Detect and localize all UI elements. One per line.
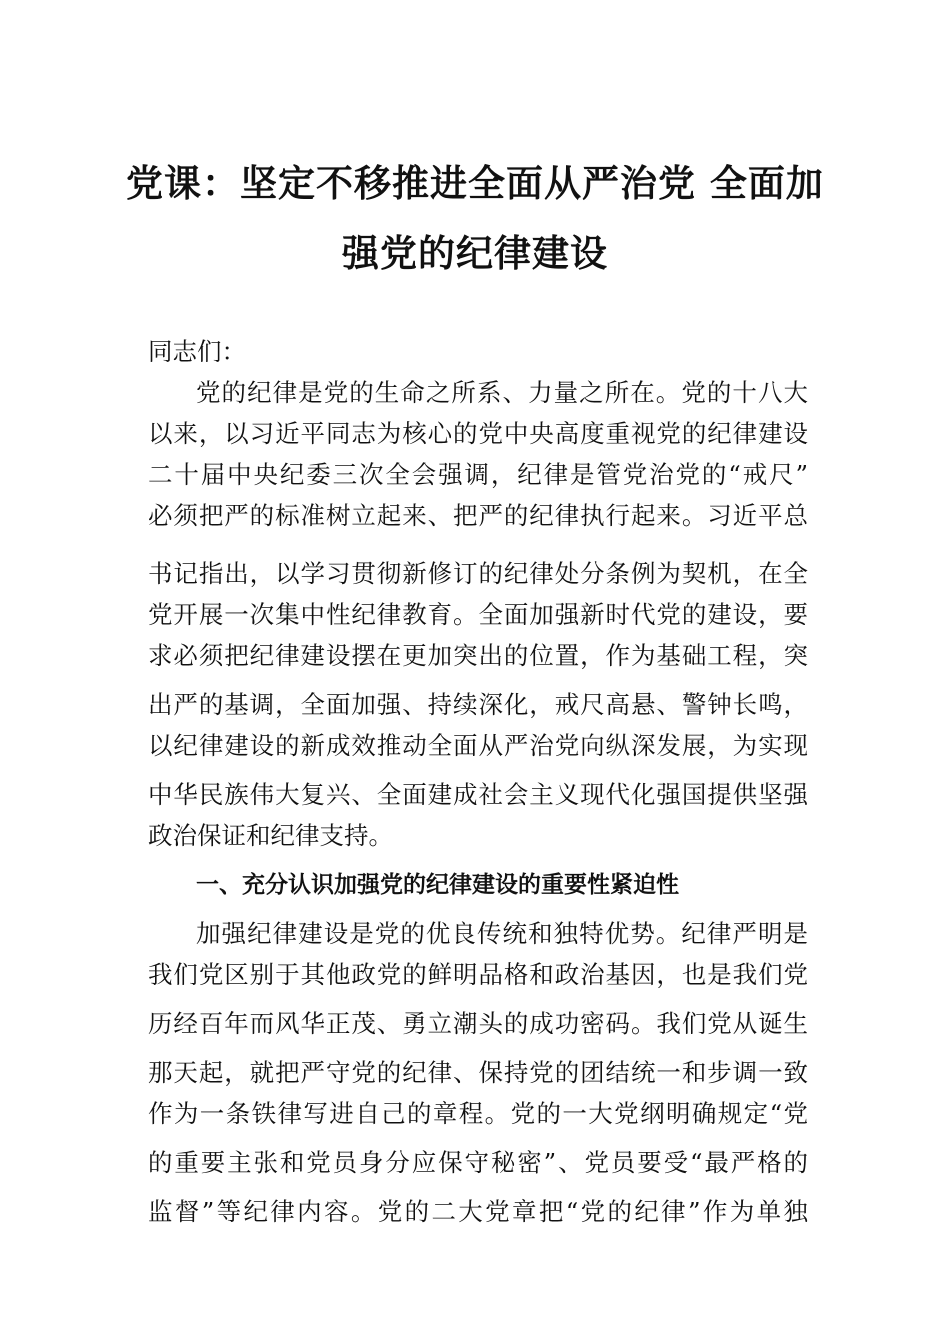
- paragraph-1-line: 党的纪律是党的生命之所系、力量之所在。党的十八大: [196, 378, 808, 407]
- paragraph-2-line: 加强纪律建设是党的优良传统和独特优势。纪律严明是: [196, 919, 808, 948]
- paragraph-2-line: 的重要主张和党员身分应保守秘密”、党员要受“最严格的: [148, 1148, 808, 1177]
- document-title-line-1: 党课：坚定不移推进全面从严治党 全面加: [126, 161, 824, 205]
- document-title-line-2: 强党的纪律建设: [342, 231, 608, 275]
- paragraph-1-line: 以来，以习近平同志为核心的党中央高度重视党的纪律建设: [148, 419, 808, 448]
- paragraph-1-line: 必须把严的标准树立起来、把严的纪律执行起来。习近平总: [148, 501, 808, 530]
- paragraph-2-line: 历经百年而风华正茂、勇立潮头的成功密码。我们党从诞生: [148, 1009, 808, 1038]
- paragraph-1-line: 出严的基调，全面加强、持续深化，戒尺高悬、警钟长鸣，: [148, 690, 808, 719]
- section-1-heading: 一、充分认识加强党的纪律建设的重要性紧迫性: [196, 872, 679, 898]
- paragraph-1-line: 政治保证和纪律支持。: [148, 821, 393, 850]
- paragraph-1-line: 中华民族伟大复兴、全面建成社会主义现代化强国提供坚强: [148, 780, 808, 809]
- paragraph-1-line: 求必须把纪律建设摆在更加突出的位置，作为基础工程，突: [148, 641, 808, 670]
- paragraph-1-line: 书记指出，以学习贯彻新修订的纪律处分条例为契机，在全: [148, 559, 808, 588]
- paragraph-2-line: 监督”等纪律内容。党的二大党章把“党的纪律”作为单独: [148, 1197, 808, 1226]
- salutation: 同志们：: [148, 337, 246, 366]
- paragraph-1-line: 党开展一次集中性纪律教育。全面加强新时代党的建设，要: [148, 600, 808, 629]
- paragraph-1-line: 二十届中央纪委三次全会强调，纪律是管党治党的“戒尺”: [148, 460, 808, 489]
- paragraph-2-line: 作为一条铁律写进自己的章程。党的一大党纲明确规定“党: [148, 1099, 808, 1128]
- paragraph-2-line: 那天起，就把严守党的纪律、保持党的团结统一和步调一致: [148, 1058, 808, 1087]
- paragraph-1-line: 以纪律建设的新成效推动全面从严治党向纵深发展，为实现: [148, 731, 808, 760]
- paragraph-2-line: 我们党区别于其他政党的鲜明品格和政治基因，也是我们党: [148, 960, 808, 989]
